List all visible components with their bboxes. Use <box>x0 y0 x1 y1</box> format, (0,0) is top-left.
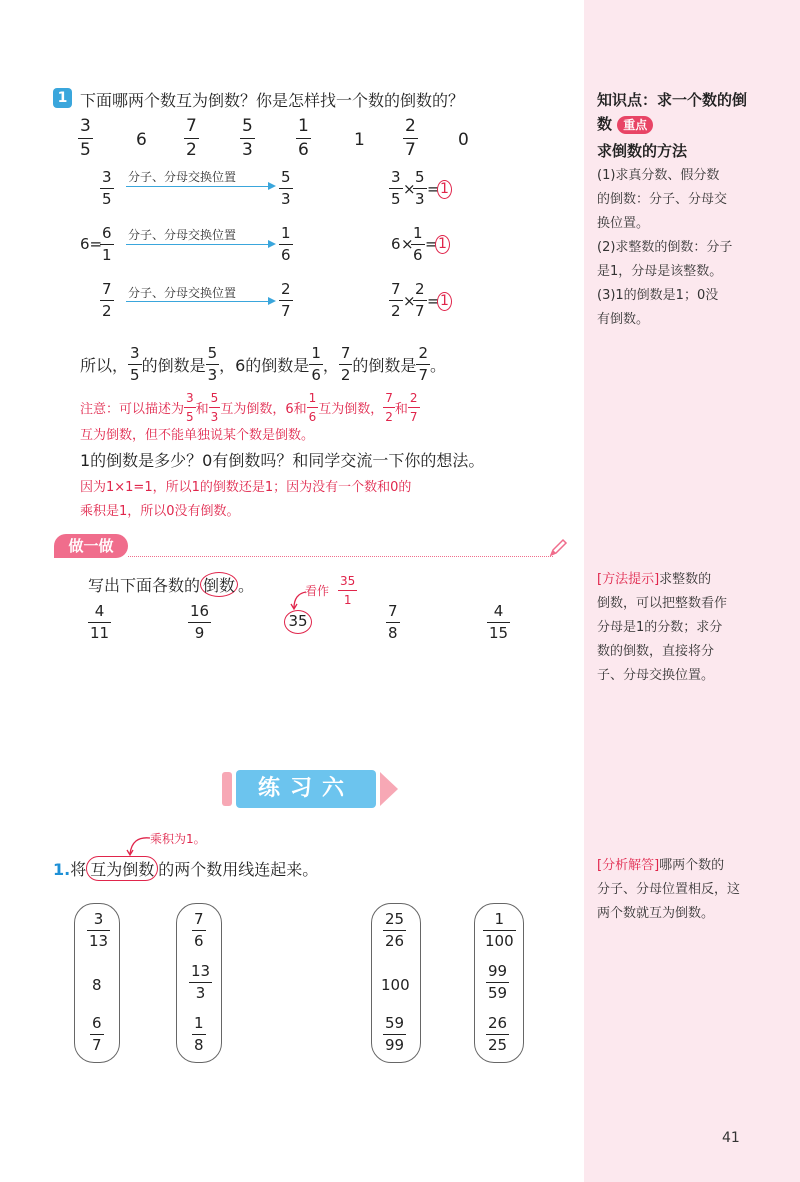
question-text: 下面哪两个数互为倒数？你是怎样找一个数的倒数的？ <box>80 91 465 110</box>
fraction: $\frac{7}{2}$ <box>340 343 351 384</box>
fraction: 1 100 <box>485 910 514 950</box>
fraction: $\frac{2}{7}$ <box>409 390 418 424</box>
fraction: 7 8 <box>388 602 398 642</box>
section-divider <box>128 556 553 557</box>
page-number: 41 <box>722 1130 740 1146</box>
arrow-label: 分子、分母交换位置 <box>128 286 237 300</box>
fraction: 7 2 <box>186 116 197 160</box>
answer-line-2: 乘积是1，所以0没有倒数。 <box>80 504 240 519</box>
fraction: 99 59 <box>488 962 508 1002</box>
fraction: $\frac{2}{7}$ <box>418 343 428 384</box>
fraction: 16 9 <box>190 602 210 642</box>
fraction: 7 2 <box>391 280 401 320</box>
method-tip: [方法提示]求整数的 倒数，可以把整数看作 分母是1的分数；求分 数的倒数，直接将分 子、分母交换位置。 <box>597 572 728 683</box>
fraction: 35 1 <box>340 574 356 607</box>
circled-number: 35 <box>284 610 312 634</box>
number: 100 <box>381 976 410 994</box>
equation-prefix: 6= <box>80 235 103 253</box>
fraction: 26 25 <box>488 1014 508 1054</box>
fraction: $\frac{3}{5}$ <box>130 343 140 384</box>
times-sign: × <box>403 180 416 198</box>
number: 1 <box>354 130 365 150</box>
fraction: 1 8 <box>194 1014 204 1054</box>
circled-result: 1 <box>437 290 452 311</box>
number: 8 <box>92 976 102 994</box>
analysis-tip: [分析解答]哪两个数的 分子、分母位置相反，这 两个数就互为倒数。 <box>597 858 741 921</box>
fraction: 3 5 <box>102 168 112 208</box>
fraction: 7 2 <box>102 280 112 320</box>
fraction: 3 13 <box>89 910 109 950</box>
knowledge-point-title: 知识点：求一个数的倒 数 重点 <box>597 91 748 133</box>
equals-sign: = <box>427 292 440 310</box>
arrow <box>126 244 274 245</box>
exercise-banner <box>222 770 400 808</box>
circled-result: 1 <box>435 233 450 254</box>
arrow <box>126 186 274 187</box>
fraction: 1 6 <box>413 224 423 264</box>
analysis-label: [分析解答] <box>597 858 660 873</box>
fraction: 2 7 <box>281 280 291 320</box>
arrow-label: 分子、分母交换位置 <box>128 228 237 242</box>
equals-sign: = <box>425 235 438 253</box>
fraction: 4 11 <box>90 602 110 642</box>
fraction: 59 99 <box>385 1014 405 1054</box>
exercise-title: 练习六 <box>257 776 354 801</box>
annotation: 乘积为1。 <box>150 832 206 846</box>
key-point-badge: 重点 <box>617 116 653 134</box>
equals-sign: = <box>427 180 440 198</box>
fraction: 1 6 <box>298 116 309 160</box>
fraction: 5 3 <box>415 168 425 208</box>
arrow <box>126 301 274 302</box>
times-sign: × <box>403 292 416 310</box>
fraction: 2 7 <box>405 116 416 160</box>
fraction: $\frac{5}{3}$ <box>207 343 218 384</box>
answer-line-1: 因为1×1=1，所以1的倒数还是1；因为没有一个数和0的 <box>80 480 412 495</box>
number: 6 <box>391 235 401 253</box>
fraction: $\frac{5}{3}$ <box>210 390 219 424</box>
arrow-label: 分子、分母交换位置 <box>128 170 237 184</box>
fraction: 2 7 <box>415 280 425 320</box>
exercise-question: 1.将 互为倒数 的两个数用线连起来。 <box>53 856 318 881</box>
fraction: 4 15 <box>489 602 509 642</box>
fraction: 1 6 <box>281 224 291 264</box>
pencil-icon <box>548 538 568 562</box>
fraction: $\frac{3}{5}$ <box>186 390 194 424</box>
tip-label: [方法提示] <box>597 572 660 587</box>
fraction: 6 1 <box>102 224 112 264</box>
method-title: 求倒数的方法 <box>597 142 688 160</box>
number: 6 <box>136 130 147 150</box>
note-line: 注意：可以描述为 $\frac{3}{5}$ 和 $\frac{5}{3}$ 互为倒数，6和 $\frac{1}{6}$ 互为倒数， $\frac{7}{2}$ 和 $\frac{2}{7}$ <box>80 390 418 424</box>
fraction: $\frac{7}{2}$ <box>385 390 393 424</box>
fraction: 5 3 <box>281 168 291 208</box>
conclusion-line: 所以， $\frac{3}{5}$ 的倒数是 $\frac{5}{3}$ ，6的倒数是 $\frac{1}{6}$ ， $\frac{7}{2}$ 的倒数是 $\frac{2}{7}$ 。 <box>80 343 446 384</box>
fraction: $\frac{1}{6}$ <box>311 343 321 384</box>
number: 0 <box>458 130 469 150</box>
circled-result: 1 <box>437 178 452 199</box>
fraction: 3 5 <box>80 116 91 160</box>
times-sign: × <box>401 235 414 253</box>
fraction: 6 7 <box>92 1014 102 1054</box>
fraction: 5 3 <box>242 116 253 160</box>
fraction: 3 5 <box>391 168 401 208</box>
fraction: 7 6 <box>194 910 204 950</box>
fraction: 13 3 <box>191 962 211 1002</box>
note-line-2: 互为倒数，但不能单独说某个数是倒数。 <box>80 428 315 443</box>
fraction: 25 26 <box>385 910 405 950</box>
zuoyizuo-instruction: 写出下面各数的 倒数 。 <box>88 572 254 597</box>
fraction: $\frac{1}{6}$ <box>308 390 317 424</box>
discussion-question: 1的倒数是多少？0有倒数吗？和同学交流一下你的想法。 <box>80 451 485 470</box>
section-tag: 做一做 <box>54 534 128 558</box>
annotation: 看作 <box>305 584 330 598</box>
question-badge: 1 <box>53 88 72 108</box>
method-text: (1)求真分数、假分数 的倒数：分子、分母交 换位置。 (2)求整数的倒数：分子 是1，分母是该整数。 (3)1的倒数是1；0没 有倒数。 <box>597 168 733 327</box>
